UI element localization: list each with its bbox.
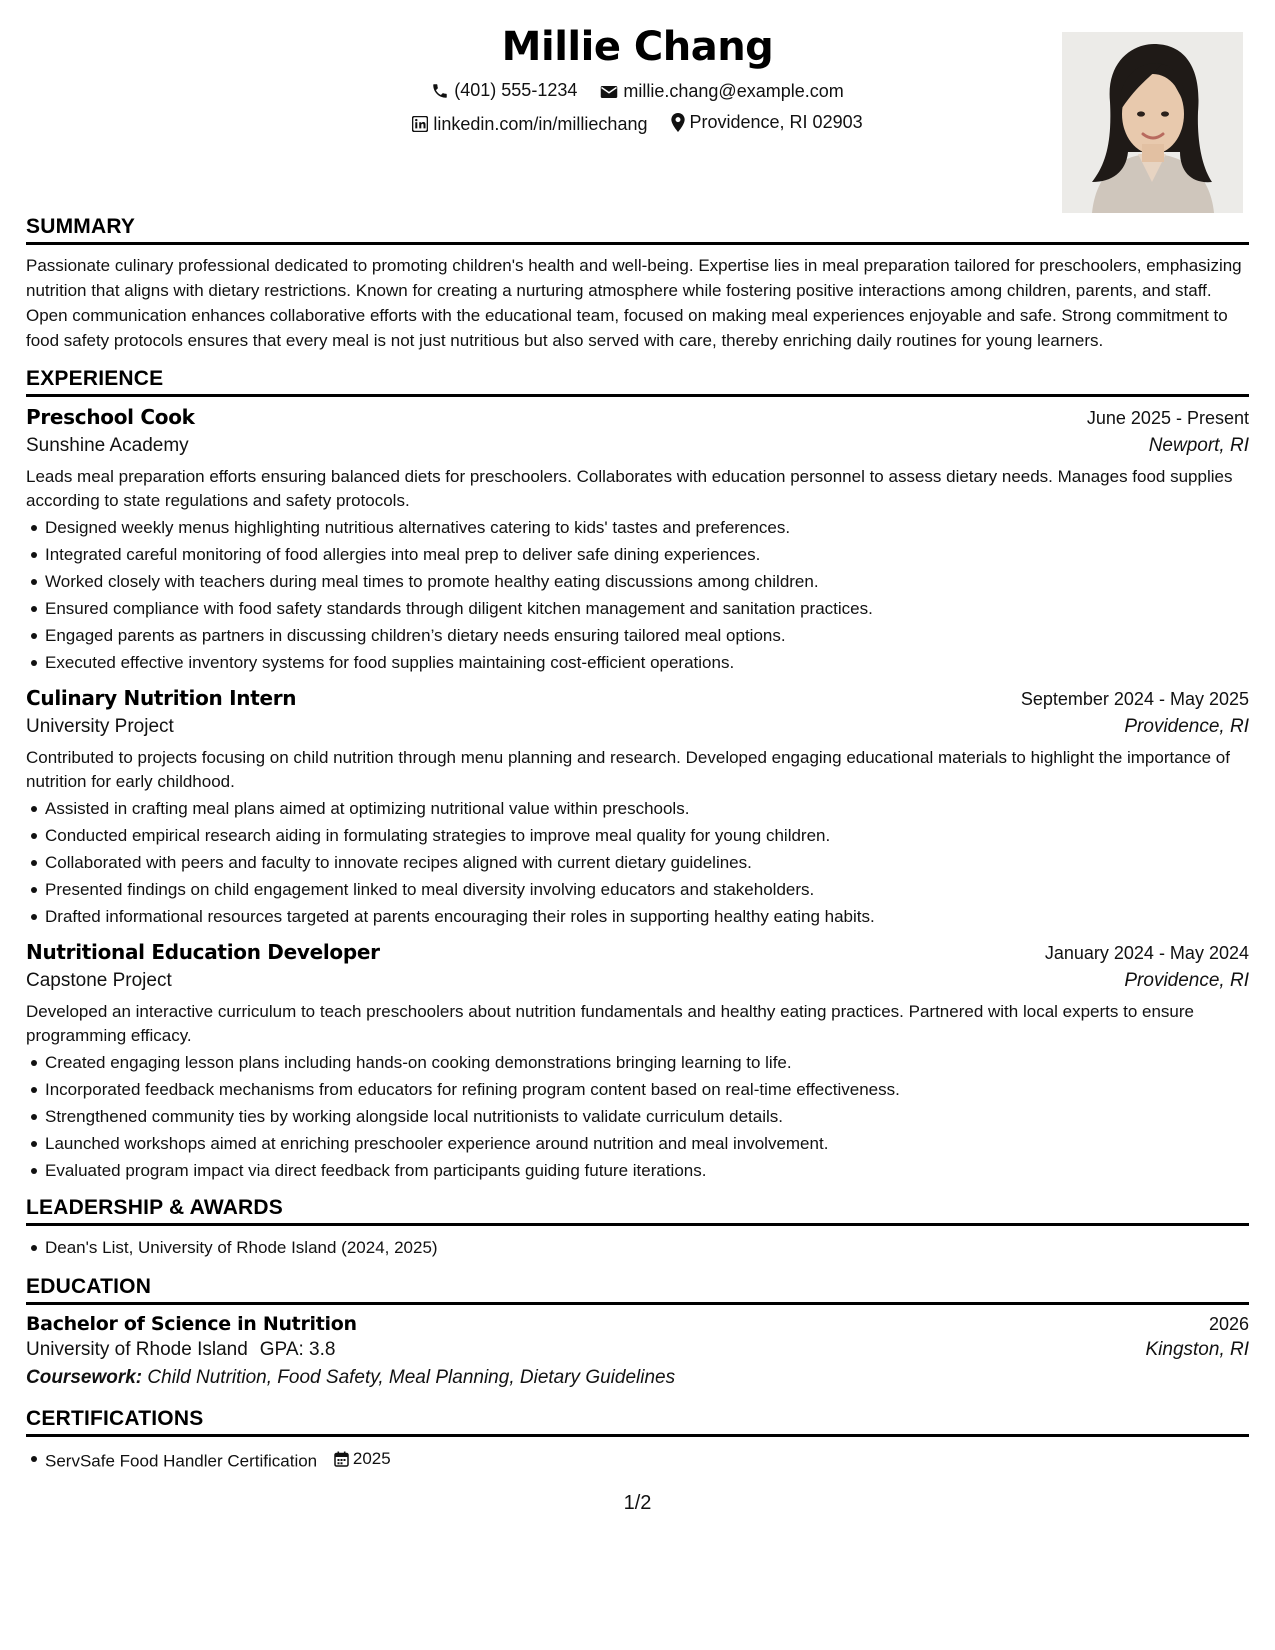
job-header xyxy=(26,405,1249,429)
coursework-list: Child Nutrition, Food Safety, Meal Planning, Dietary Guidelines xyxy=(147,1367,676,1388)
job-location: Providence, RI xyxy=(1124,970,1249,991)
profile-photo xyxy=(1062,32,1243,213)
list-item: Integrated careful monitoring of food allergies into meal prep to deliver safe dining experiences. xyxy=(26,541,1249,568)
certification-date xyxy=(334,1445,391,1472)
summary-heading: SUMMARY xyxy=(26,215,1249,245)
list-item: Dean's List, University of Rhode Island (2024, 2025) xyxy=(26,1234,1249,1261)
school-line xyxy=(26,1339,335,1361)
summary-section xyxy=(26,215,1249,353)
certifications-heading: CERTIFICATIONS xyxy=(26,1407,1249,1437)
education-subheader xyxy=(26,1335,1249,1361)
list-item: Presented findings on child engagement linked to meal diversity involving educators and stakeholders. xyxy=(26,876,1249,903)
list-item xyxy=(26,1445,1249,1475)
job-subheader xyxy=(26,710,1249,738)
job-description: Leads meal preparation efforts ensuring balanced diets for preschoolers. Collaborates with education personnel to assess dietary needs. Manages food supplies according to state regulations and safety protocols. xyxy=(26,467,1233,510)
job-entry xyxy=(26,405,1249,676)
resume-header xyxy=(26,0,1249,215)
coursework xyxy=(26,1367,1249,1389)
job-header xyxy=(26,686,1249,710)
contact-email[interactable] xyxy=(600,81,843,102)
education-heading: EDUCATION xyxy=(26,1275,1249,1305)
job-bullets xyxy=(26,795,1249,930)
job-header xyxy=(26,940,1249,964)
list-item: Executed effective inventory systems for food supplies maintaining cost-efficient operations. xyxy=(26,649,1249,676)
list-item: Incorporated feedback mechanisms from educators for refining program content based on real-time effectiveness. xyxy=(26,1076,1249,1103)
job-entry xyxy=(26,686,1249,930)
portrait-image xyxy=(1062,32,1243,213)
list-item: Strengthened community ties by working alongside local nutritionists to validate curriculum details. xyxy=(26,1103,1249,1130)
list-item: Evaluated program impact via direct feedback from participants guiding future iterations. xyxy=(26,1157,1249,1184)
certifications-section xyxy=(26,1407,1249,1475)
school-name: University of Rhode Island xyxy=(26,1339,248,1360)
contact-location xyxy=(671,112,863,133)
list-item: Drafted informational resources targeted at parents encouraging their roles in supporting healthy eating habits. xyxy=(26,903,1249,930)
certifications-list xyxy=(26,1445,1249,1475)
leadership-section xyxy=(26,1196,1249,1261)
phone-text: (401) 555-1234 xyxy=(454,80,578,100)
summary-text: Passionate culinary professional dedicated to promoting children's health and well-being. Expertise lies in meal preparation tailored for preschoolers, emphasizing nutrition that aligns with dietary restrictions. Known for creating a nurturing atmosphere while fostering positive interactions among children, parents, and staff. Open communication enhances collaborative efforts with the educational team, focused on making meal experiences enjoyable and safe. Strong commitment to food safety protocols ensures that every meal is not just nutritious but also served with care, thereby enriching daily routines for young learners. xyxy=(26,256,1242,350)
job-subheader xyxy=(26,964,1249,992)
linkedin-text[interactable]: linkedin.com/in/milliechang xyxy=(433,113,648,134)
map-pin-icon xyxy=(671,113,685,132)
degree-title: Bachelor of Science in Nutrition xyxy=(26,1313,357,1335)
linkedin-icon xyxy=(412,116,428,132)
job-title: Nutritional Education Developer xyxy=(26,940,380,964)
job-title: Preschool Cook xyxy=(26,405,195,429)
envelope-icon xyxy=(600,84,618,100)
job-subheader xyxy=(26,429,1249,457)
list-item: Collaborated with peers and faculty to innovate recipes aligned with current dietary guidelines. xyxy=(26,849,1249,876)
leadership-heading: LEADERSHIP & AWARDS xyxy=(26,1196,1249,1226)
gpa: GPA: 3.8 xyxy=(259,1339,336,1360)
coursework-label: Coursework: xyxy=(26,1367,143,1388)
calendar-icon xyxy=(334,1451,349,1467)
education-section xyxy=(26,1275,1249,1389)
list-item: Conducted empirical research aiding in formulating strategies to improve meal quality for young children. xyxy=(26,822,1249,849)
job-bullets xyxy=(26,514,1249,676)
list-item: Ensured compliance with food safety standards through diligent kitchen management and sanitation practices. xyxy=(26,595,1249,622)
page-number: 1/2 xyxy=(623,1492,652,1514)
job-dates: September 2024 - May 2025 xyxy=(1020,689,1249,709)
candidate-name: Millie Chang xyxy=(501,24,774,70)
job-dates: January 2024 - May 2024 xyxy=(1044,943,1249,963)
graduation-year: 2026 xyxy=(1208,1314,1249,1334)
job-location: Newport, RI xyxy=(1148,435,1249,456)
location-text: Providence, RI 02903 xyxy=(689,112,863,132)
list-item: Worked closely with teachers during meal times to promote healthy eating discussions among children. xyxy=(26,568,1249,595)
certification-year: 2025 xyxy=(352,1449,391,1468)
job-description: Developed an interactive curriculum to teach preschoolers about nutrition fundamentals and healthy eating practices. Partnered with local experts to ensure programming efficacy. xyxy=(26,1002,1194,1045)
education-header xyxy=(26,1313,1249,1335)
job-org: Sunshine Academy xyxy=(26,435,189,456)
job-dates: June 2025 - Present xyxy=(1086,408,1249,428)
contact-linkedin[interactable] xyxy=(412,114,647,135)
list-item: Launched workshops aimed at enriching preschooler experience around nutrition and meal involvement. xyxy=(26,1130,1249,1157)
school-location: Kingston, RI xyxy=(1145,1339,1249,1360)
phone-icon xyxy=(431,82,449,100)
email-text[interactable]: millie.chang@example.com xyxy=(623,81,844,101)
job-org: Capstone Project xyxy=(26,970,172,991)
job-bullets xyxy=(26,1049,1249,1184)
list-item: Engaged parents as partners in discussing children’s dietary needs ensuring tailored meal options. xyxy=(26,622,1249,649)
list-item: Created engaging lesson plans including hands-on cooking demonstrations bringing learning to life. xyxy=(26,1049,1249,1076)
experience-section xyxy=(26,367,1249,1184)
job-org: University Project xyxy=(26,716,174,737)
job-entry xyxy=(26,940,1249,1184)
job-location: Providence, RI xyxy=(1124,716,1249,737)
contact-phone xyxy=(431,80,577,101)
list-item: Assisted in crafting meal plans aimed at optimizing nutritional value within preschools. xyxy=(26,795,1249,822)
certification-name: ServSafe Food Handler Certification xyxy=(45,1451,318,1471)
leadership-list xyxy=(26,1234,1249,1261)
list-item: Designed weekly menus highlighting nutritious alternatives catering to kids' tastes and preferences. xyxy=(26,514,1249,541)
job-title: Culinary Nutrition Intern xyxy=(26,686,297,710)
experience-heading: EXPERIENCE xyxy=(26,367,1249,397)
job-description: Contributed to projects focusing on child nutrition through menu planning and research. Developed engaging educational materials to highlight the importance of nutrition for early childhood. xyxy=(26,748,1230,791)
